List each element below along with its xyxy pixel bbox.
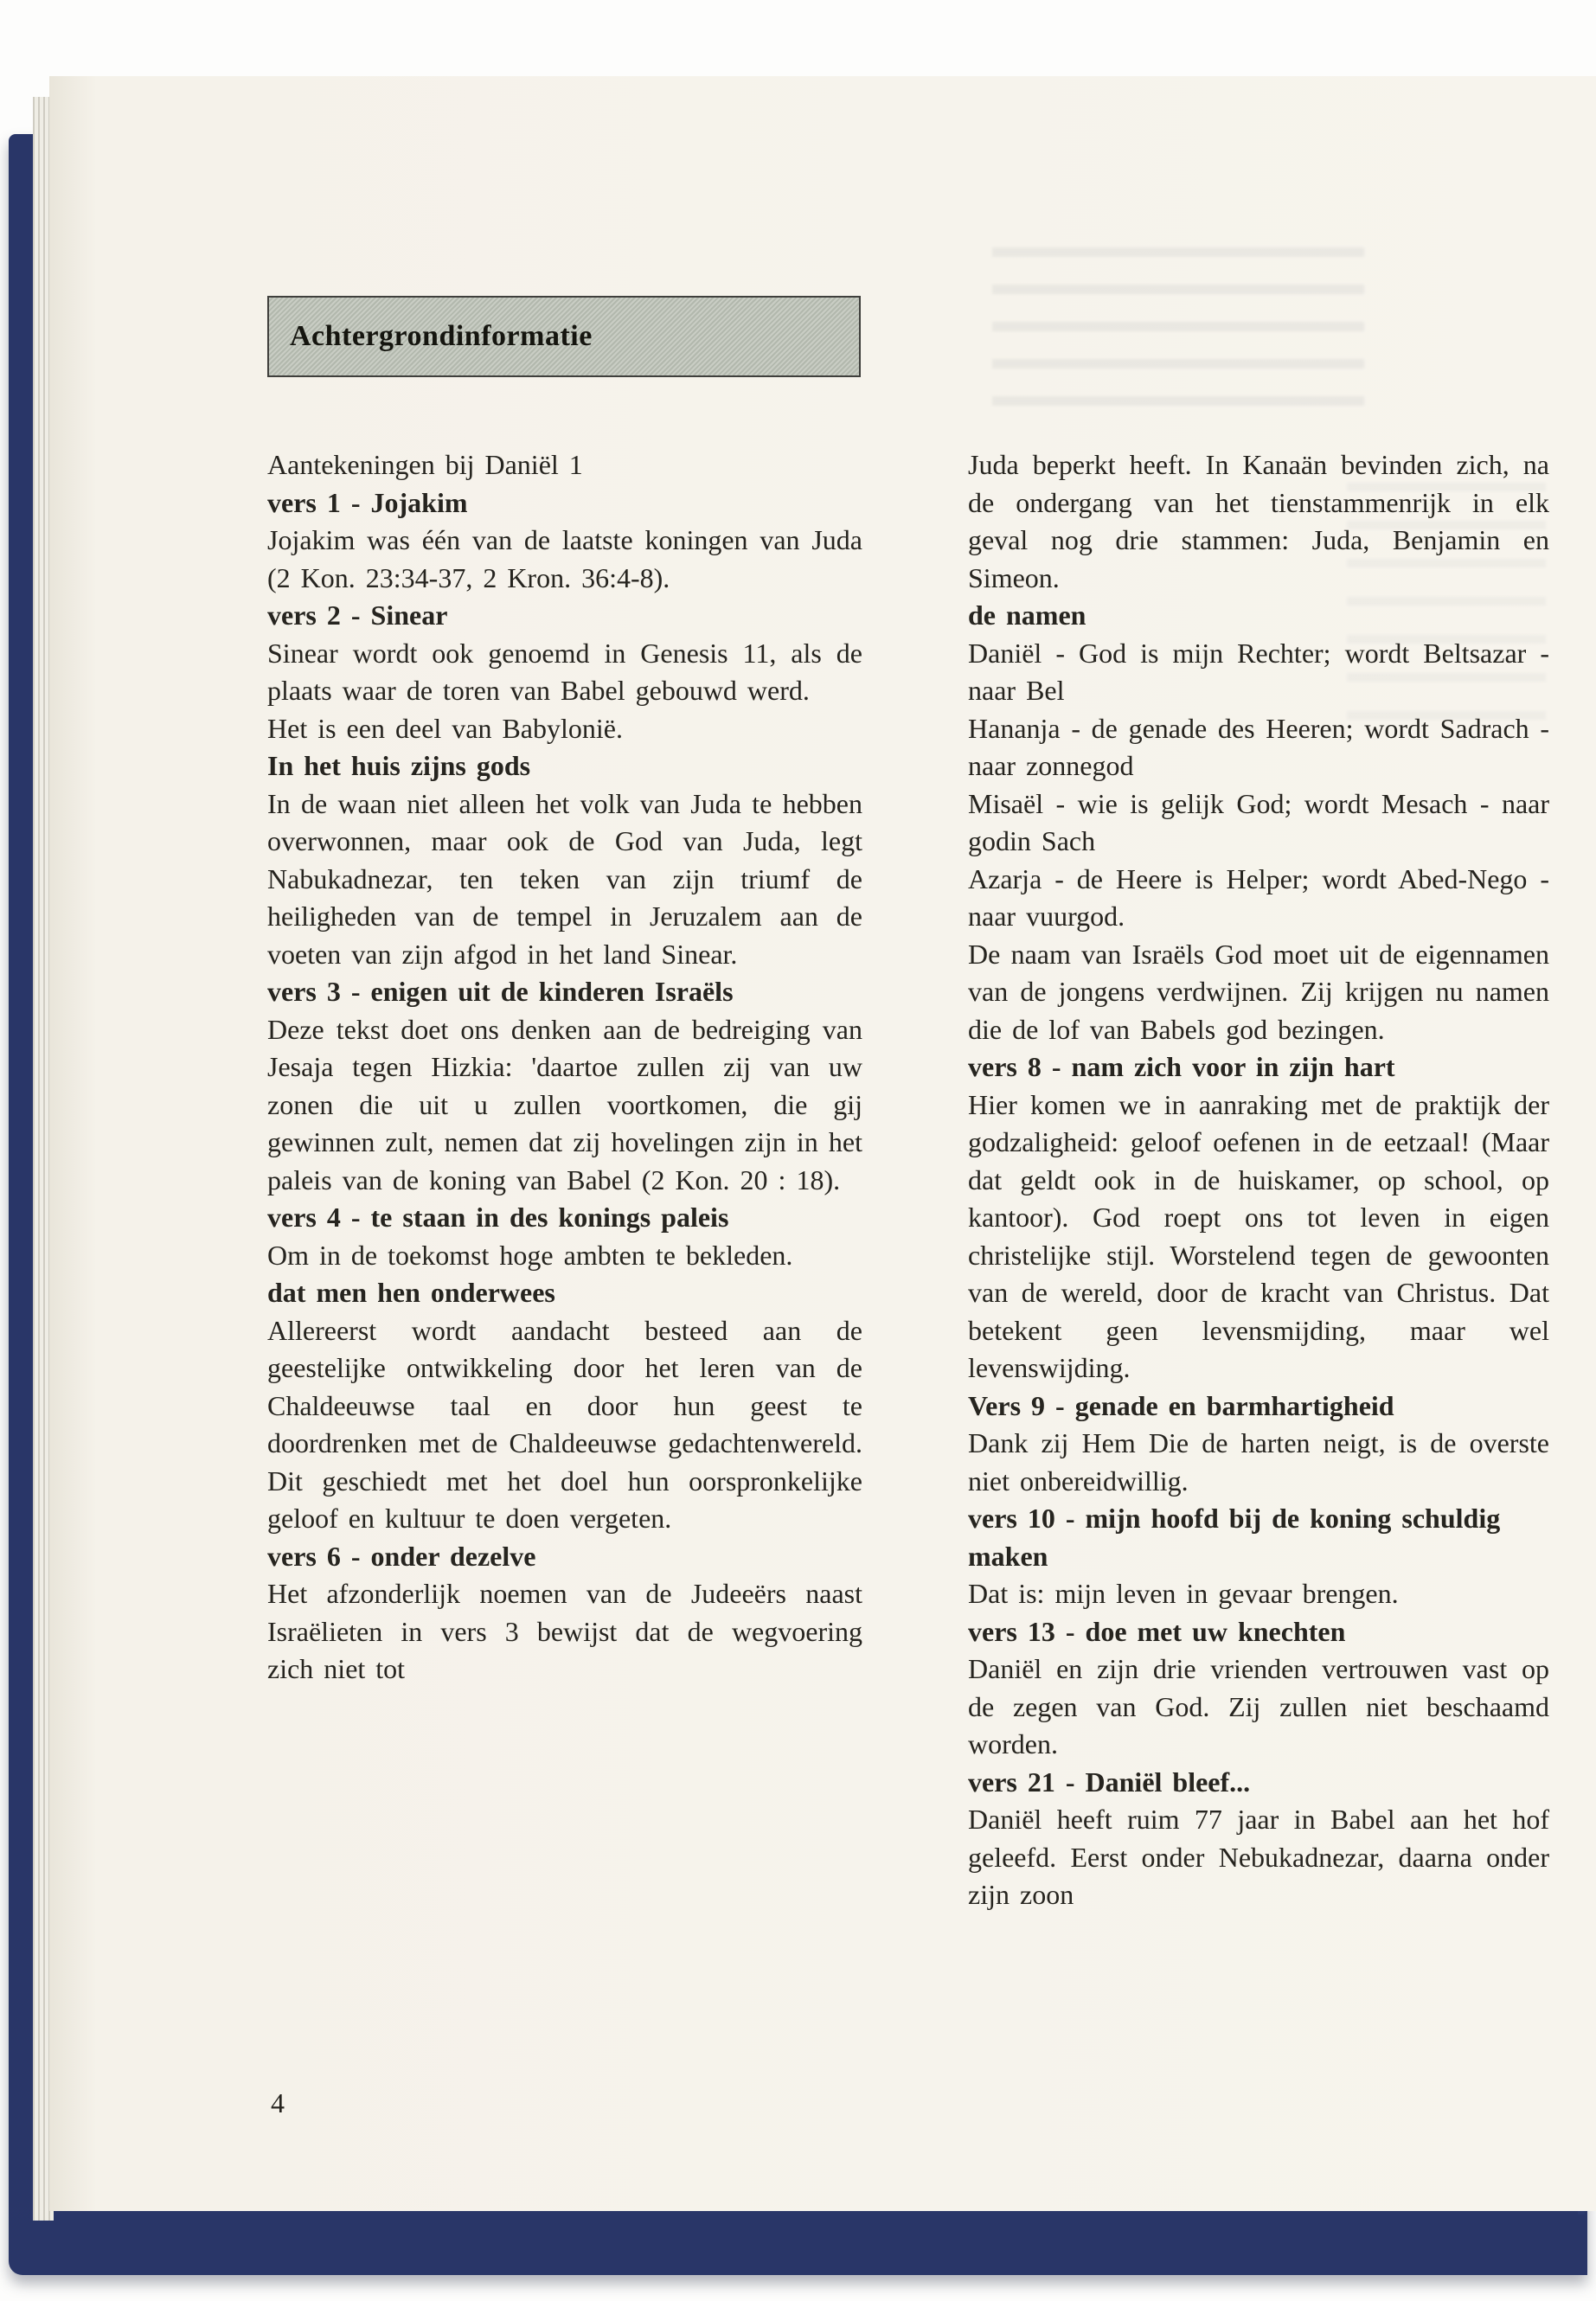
text-block-body: De naam van Israëls God moet uit de eigennamen van de jongens verdwijnen. Zij krijgen nu namen die de lof van Babels god bezingen. xyxy=(968,938,1549,1045)
text-block-heading: vers 6 - onder dezelve xyxy=(267,1540,536,1572)
page-number: 4 xyxy=(271,2087,285,2118)
text-block-body: Het is een deel van Babylonië. xyxy=(267,712,623,744)
text-block-body: Allereerst wordt aandacht besteed aan de geestelijke ontwikkeling door het leren van de Chaldeeuwse taal en door hun geest te doordrenken met de Chaldeeuwse gedachtenwereld. Dit geschiedt met het doel hun oorspronkelijke geloof en kultuur te doen vergeten. xyxy=(267,1314,862,1534)
text-block-body: Aantekeningen bij Daniël 1 xyxy=(267,449,583,480)
text-block-body: Dat is: mijn leven in gevaar brengen. xyxy=(968,1578,1399,1609)
text-block-body: Dank zij Hem Die de harten neigt, is de overste niet onbereidwillig. xyxy=(968,1427,1549,1497)
text-block-heading: vers 10 - mijn hoofd bij de koning schuldig maken xyxy=(968,1503,1501,1572)
text-block-heading: vers 1 - Jojakim xyxy=(267,486,468,518)
text-block-heading: dat men hen onderwees xyxy=(267,1277,555,1308)
text-block-heading: Vers 9 - genade en barmhartigheid xyxy=(968,1389,1394,1421)
text-block-body: Azarja - de Heere is Helper; wordt Abed-Nego - naar vuurgod. xyxy=(968,862,1549,932)
text-block-body: In de waan niet alleen het volk van Juda te hebben overwonnen, maar ook de God van Juda, legt Nabukadnezar, ten teken van zijn triumf de heiligheden van de tempel in Jeruzalem aan de voeten van zijn afgod in het land Sinear. xyxy=(267,787,862,970)
text-block-body: Juda beperkt heeft. In Kanaän bevinden zich, na de ondergang van het tienstammenrijk in elk geval nog drie stammen: Juda, Benjamin en Simeon. xyxy=(968,449,1549,593)
text-block-body: Deze tekst doet ons denken aan de bedreiging van Jesaja tegen Hizkia: 'daartoe zullen zij van uw zonen die uit u zullen voortkomen, die gij gewinnen zult, nemen dat zij hovelingen zijn in het paleis van de koning van Babel (2 Kon. 20 : 18). xyxy=(267,1013,862,1195)
text-block-body: Hier komen we in aanraking met de praktijk der godzaligheid: geloof oefenen in de eetzaal! (Maar dat geldt ook in de huiskamer, op school, op kantoor). God roept ons tot leven in eigen christelijke stijl. Worstelend tegen de gewoonten van de wereld, door de kracht van Christus. Dat betekent geen levensmijding, maar wel levenswijding. xyxy=(968,1088,1549,1383)
text-block-body: Jojakim was één van de laatste koningen van Juda (2 Kon. 23:34-37, 2 Kron. 36:4-8). xyxy=(267,524,862,593)
section-header-label: Achtergrondinformatie xyxy=(290,320,593,352)
text-block-body: Om in de toekomst hoge ambten te bekleden. xyxy=(267,1239,793,1271)
text-block-heading: vers 21 - Daniël bleef... xyxy=(968,1766,1251,1798)
text-block-heading: In het huis zijns gods xyxy=(267,750,531,781)
text-block-body: Hananja - de genade des Heeren; wordt Sadrach - naar zonnegod xyxy=(968,712,1549,781)
section-header-box xyxy=(267,296,861,377)
book-page xyxy=(49,76,1596,2211)
text-block-body: Sinear wordt ook genoemd in Genesis 11, als de plaats waar de toren van Babel gebouwd werd. xyxy=(267,637,862,706)
ink-bleedthrough xyxy=(992,247,1364,433)
text-block-heading: de namen xyxy=(968,599,1086,631)
text-block-heading: vers 8 - nam zich voor in zijn hart xyxy=(968,1051,1395,1082)
text-block-heading: vers 3 - enigen uit de kinderen Israëls xyxy=(267,976,734,1007)
text-block-body: Daniël - God is mijn Rechter; wordt Beltsazar - naar Bel xyxy=(968,637,1549,706)
text-block-body: Daniël heeft ruim 77 jaar in Babel aan het hof geleefd. Eerst onder Nebukadnezar, daarna onder zijn zoon xyxy=(968,1804,1549,1910)
left-text-column xyxy=(267,446,862,1689)
text-block-body: Daniël en zijn drie vrienden vertrouwen vast op de zegen van God. Zij zullen niet beschaamd worden. xyxy=(968,1653,1549,1759)
right-text-column xyxy=(968,446,1549,1914)
text-block-heading: vers 4 - te staan in des konings paleis xyxy=(267,1202,729,1233)
text-block-heading: vers 13 - doe met uw knechten xyxy=(968,1615,1346,1647)
text-block-body: Misaël - wie is gelijk God; wordt Mesach - naar godin Sach xyxy=(968,787,1549,856)
text-block-body: Het afzonderlijk noemen van de Judeeërs naast Israëlieten in vers 3 bewijst dat de wegvoering zich niet tot xyxy=(267,1578,862,1684)
text-block-heading: vers 2 - Sinear xyxy=(267,599,448,631)
